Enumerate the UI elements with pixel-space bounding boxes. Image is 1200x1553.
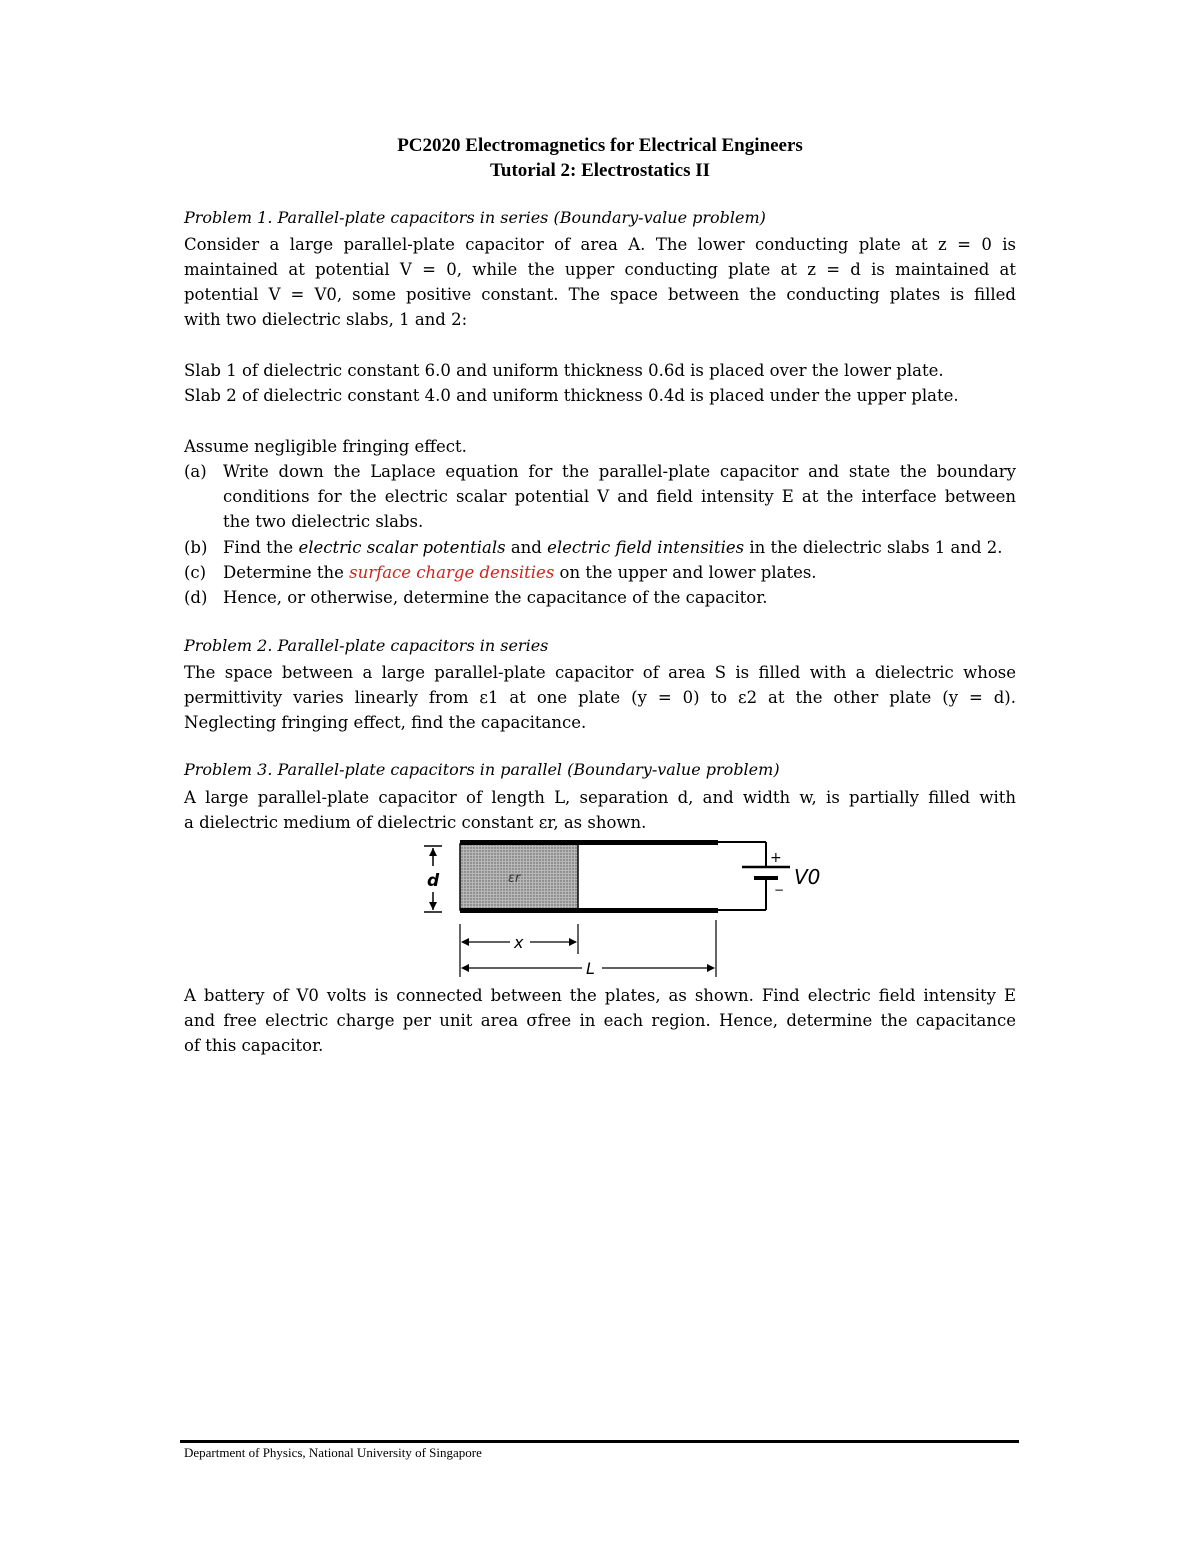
problem3-heading: Problem 3. Parallel-plate capacitors in parallel (Boundary-value problem) [184,760,780,779]
problem2-line-1: The space between a large parallel-plate capacitor of area S is filled with a dielectric whose [184,663,1016,682]
item-b-line [223,535,1016,560]
item-c-highlight: surface charge densities [349,563,555,582]
L-arrow-left [461,964,469,972]
item-c-line [223,560,1016,585]
item-d-line: Hence, or otherwise, determine the capacitance of the capacitor. [223,588,768,607]
d-arrow-up [429,848,437,856]
d-label: d [427,871,440,891]
lower-plate [460,908,718,913]
tutorial-title: Tutorial 2: Electrostatics II [489,160,711,181]
battery-voltage-label: V0 [794,865,821,889]
L-label: L [586,959,595,978]
item-a-line-3: the two dielectric slabs. [223,512,424,531]
assume-text: Assume negligible fringing effect. [184,437,467,456]
item-b-mid: and [505,538,548,557]
slab2-text: Slab 2 of dielectric constant 4.0 and uniform thickness 0.4d is placed under the upper plate. [184,386,959,405]
capacitor-figure [410,832,830,982]
er-label: εr [508,871,521,886]
problem1-line-4: with two dielectric slabs, 1 and 2: [184,310,468,329]
problem3-after-line-1: A battery of V0 volts is connected between the plates, as shown. Find electric field intensity E [184,986,1016,1005]
item-b-italic-2: electric field intensities [547,538,745,557]
item-b-italic-1: electric scalar potentials [298,538,506,557]
problem1-line-2: maintained at potential V = 0, while the upper conducting plate at z = d is maintained at [184,260,1016,279]
item-a-line-2: conditions for the electric scalar potential V and field intensity E at the interface between [223,487,1016,506]
item-c-pre: Determine the [223,563,350,582]
problem2-line-3: Neglecting fringing effect, find the capacitance. [184,713,587,732]
problem3-line-1: A large parallel-plate capacitor of length L, separation d, and width w, is partially filled with [184,788,1016,807]
course-title: PC2020 Electromagnetics for Electrical Engineers [397,135,803,156]
problem3-after-line-3: of this capacitor. [184,1036,324,1055]
item-d-label: (d) [184,588,208,607]
item-b-post: in the dielectric slabs 1 and 2. [744,538,1003,557]
upper-plate [460,840,718,845]
problem1-line-1: Consider a large parallel-plate capacitor of area A. The lower conducting plate at z = 0 is [184,235,1016,254]
footer-text: Department of Physics, National University of Singapore [184,1445,482,1460]
x-arrow-left [461,938,469,946]
battery-plus: + [770,850,782,866]
problem3-after-line-2: and free electric charge per unit area σfree in each region. Hence, determine the capacitance [184,1011,1016,1030]
x-arrow-right [569,938,577,946]
problem2-line-2: permittivity varies linearly from ε1 at one plate (y = 0) to ε2 at the other plate (y = d). [184,688,1016,707]
item-c-post: on the upper and lower plates. [554,563,817,582]
battery-minus: − [774,883,785,897]
item-a-label: (a) [184,462,207,481]
item-c-label: (c) [184,563,207,582]
footer-rule [180,1440,1019,1443]
d-arrow-down [429,902,437,910]
problem3-line-2: a dielectric medium of dielectric constant εr, as shown. [184,813,647,832]
problem2-heading: Problem 2. Parallel-plate capacitors in series [184,636,549,655]
problem1-line-3: potential V = V0, some positive constant. The space between the conducting plates is filled [184,285,1016,304]
item-b-pre: Find the [223,538,299,557]
x-label: x [514,933,524,952]
L-arrow-right [707,964,715,972]
slab1-text: Slab 1 of dielectric constant 6.0 and uniform thickness 0.6d is placed over the lower plate. [184,361,944,380]
problem1-heading: Problem 1. Parallel-plate capacitors in series (Boundary-value problem) [184,208,766,227]
item-a-line-1: Write down the Laplace equation for the parallel-plate capacitor and state the boundary [223,462,1016,481]
item-b-label: (b) [184,538,208,557]
